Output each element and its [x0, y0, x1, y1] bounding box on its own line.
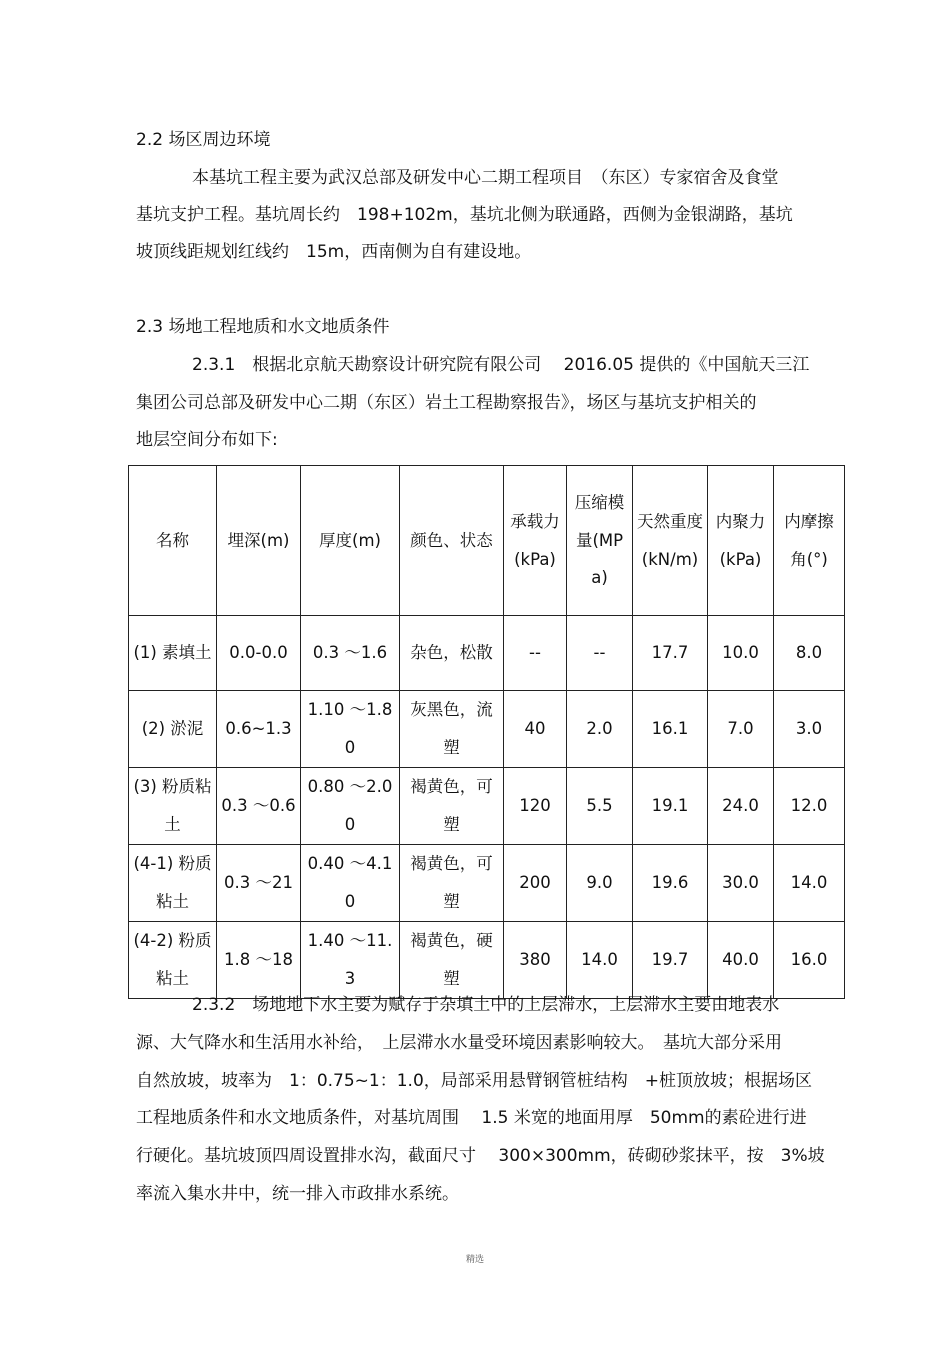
table-cell: 0.40 ～4.10 — [301, 845, 400, 922]
soil-layer-table — [128, 465, 845, 999]
column-header: 压缩模量(MPa) — [567, 466, 633, 616]
table-cell: 灰黑色，流塑 — [400, 691, 504, 768]
table-cell: 17.7 — [633, 616, 708, 691]
table-row — [129, 768, 845, 845]
table-cell: (4-1) 粉质粘土 — [129, 845, 217, 922]
table-cell: -- — [504, 616, 567, 691]
table-cell: 14.0 — [774, 845, 845, 922]
section-2-2-heading: 2.2 场区周边环境 — [136, 130, 271, 150]
table-cell: 褐黄色，可塑 — [400, 845, 504, 922]
section-2-2-paragraph-line: 坡顶线距规划红线约 15m，西南侧为自有建设地。 — [136, 242, 532, 262]
column-header: 埋深(m) — [217, 466, 301, 616]
table-cell: 120 — [504, 768, 567, 845]
column-header: 承载力(kPa) — [504, 466, 567, 616]
table-cell: 16.0 — [774, 922, 845, 999]
table-cell: 0.3 ～21 — [217, 845, 301, 922]
table-cell: 0.3 ～0.6 — [217, 768, 301, 845]
section-2-3-paragraph-line: 地层空间分布如下: — [136, 430, 278, 450]
table-cell: 12.0 — [774, 768, 845, 845]
table-header-row — [129, 466, 845, 616]
table-cell: 10.0 — [708, 616, 774, 691]
table-cell: 19.7 — [633, 922, 708, 999]
section-2-3-2-paragraph-line: 自然放坡，坡率为 1：0.75~1：1.0，局部采用悬臂钢管桩结构 +桩顶放坡；根据场区 — [136, 1071, 813, 1091]
table-cell: 14.0 — [567, 922, 633, 999]
table-cell: (3) 粉质粘土 — [129, 768, 217, 845]
page-footer-label: 精选 — [465, 1255, 484, 1265]
section-2-2-paragraph-line: 本基坑工程主要为武汉总部及研发中心二期工程项目 （东区）专家宿舍及食堂 — [192, 168, 779, 188]
column-header: 内聚力(kPa) — [708, 466, 774, 616]
section-2-3-paragraph-line: 2.3.1 根据北京航天勘察设计研究院有限公司 2016.05 提供的《中国航天三江 — [192, 355, 810, 375]
table-row — [129, 691, 845, 768]
column-header: 天然重度(kN/m) — [633, 466, 708, 616]
table-cell: 0.6~1.3 — [217, 691, 301, 768]
section-2-2-paragraph-line: 基坑支护工程。基坑周长约 198+102m，基坑北侧为联通路，西侧为金银湖路，基坑 — [136, 205, 793, 225]
column-header: 厚度(m) — [301, 466, 400, 616]
table-cell: 0.3 ～1.6 — [301, 616, 400, 691]
table-cell: 1.40 ～11.3 — [301, 922, 400, 999]
table-cell: 2.0 — [567, 691, 633, 768]
section-2-3-2-paragraph-line: 源、大气降水和生活用水补给， 上层滞水水量受环境因素影响较大。 基坑大部分采用 — [136, 1033, 782, 1053]
table-cell: 380 — [504, 922, 567, 999]
table-cell: 褐黄色，硬塑 — [400, 922, 504, 999]
table-cell: 200 — [504, 845, 567, 922]
table-cell: 16.1 — [633, 691, 708, 768]
table-cell: (1) 素填土 — [129, 616, 217, 691]
table-cell: 9.0 — [567, 845, 633, 922]
table-cell: 0.80 ～2.00 — [301, 768, 400, 845]
table-row — [129, 616, 845, 691]
table-cell: 杂色，松散 — [400, 616, 504, 691]
table-row — [129, 845, 845, 922]
table-cell: 40.0 — [708, 922, 774, 999]
column-header: 颜色、状态 — [400, 466, 504, 616]
table-cell: 19.6 — [633, 845, 708, 922]
section-2-3-2-paragraph-line: 2.3.2 场地地下水主要为赋存于杂填土中的上层滞水，上层滞水主要由地表水 — [192, 995, 780, 1015]
table-cell: 30.0 — [708, 845, 774, 922]
section-2-3-2-paragraph-line: 行硬化。基坑坡顶四周设置排水沟，截面尺寸 300×300mm，砖砌砂浆抹平，按 3%坡 — [136, 1146, 825, 1166]
table-cell: 19.1 — [633, 768, 708, 845]
section-2-3-2-paragraph-line: 工程地质条件和水文地质条件，对基坑周围 1.5 米宽的地面用厚 50mm的素砼进行进 — [136, 1108, 807, 1128]
section-2-3-2-paragraph-line: 率流入集水井中，统一排入市政排水系统。 — [136, 1184, 459, 1204]
table-row — [129, 922, 845, 999]
table-cell: 40 — [504, 691, 567, 768]
table-cell: -- — [567, 616, 633, 691]
table-cell: 1.10 ～1.80 — [301, 691, 400, 768]
section-2-3-heading: 2.3 场地工程地质和水文地质条件 — [136, 317, 390, 337]
table-cell: 8.0 — [774, 616, 845, 691]
section-2-3-paragraph-line: 集团公司总部及研发中心二期（东区）岩土工程勘察报告》，场区与基坑支护相关的 — [136, 393, 757, 413]
table-cell: 24.0 — [708, 768, 774, 845]
table-cell: 褐黄色，可塑 — [400, 768, 504, 845]
table-cell: 5.5 — [567, 768, 633, 845]
table-cell: (2) 淤泥 — [129, 691, 217, 768]
table-cell: 0.0-0.0 — [217, 616, 301, 691]
table-cell: 1.8 ～18 — [217, 922, 301, 999]
column-header: 名称 — [129, 466, 217, 616]
table-cell: 7.0 — [708, 691, 774, 768]
table-cell: (4-2) 粉质粘土 — [129, 922, 217, 999]
column-header: 内摩擦角(°) — [774, 466, 845, 616]
table-cell: 3.0 — [774, 691, 845, 768]
